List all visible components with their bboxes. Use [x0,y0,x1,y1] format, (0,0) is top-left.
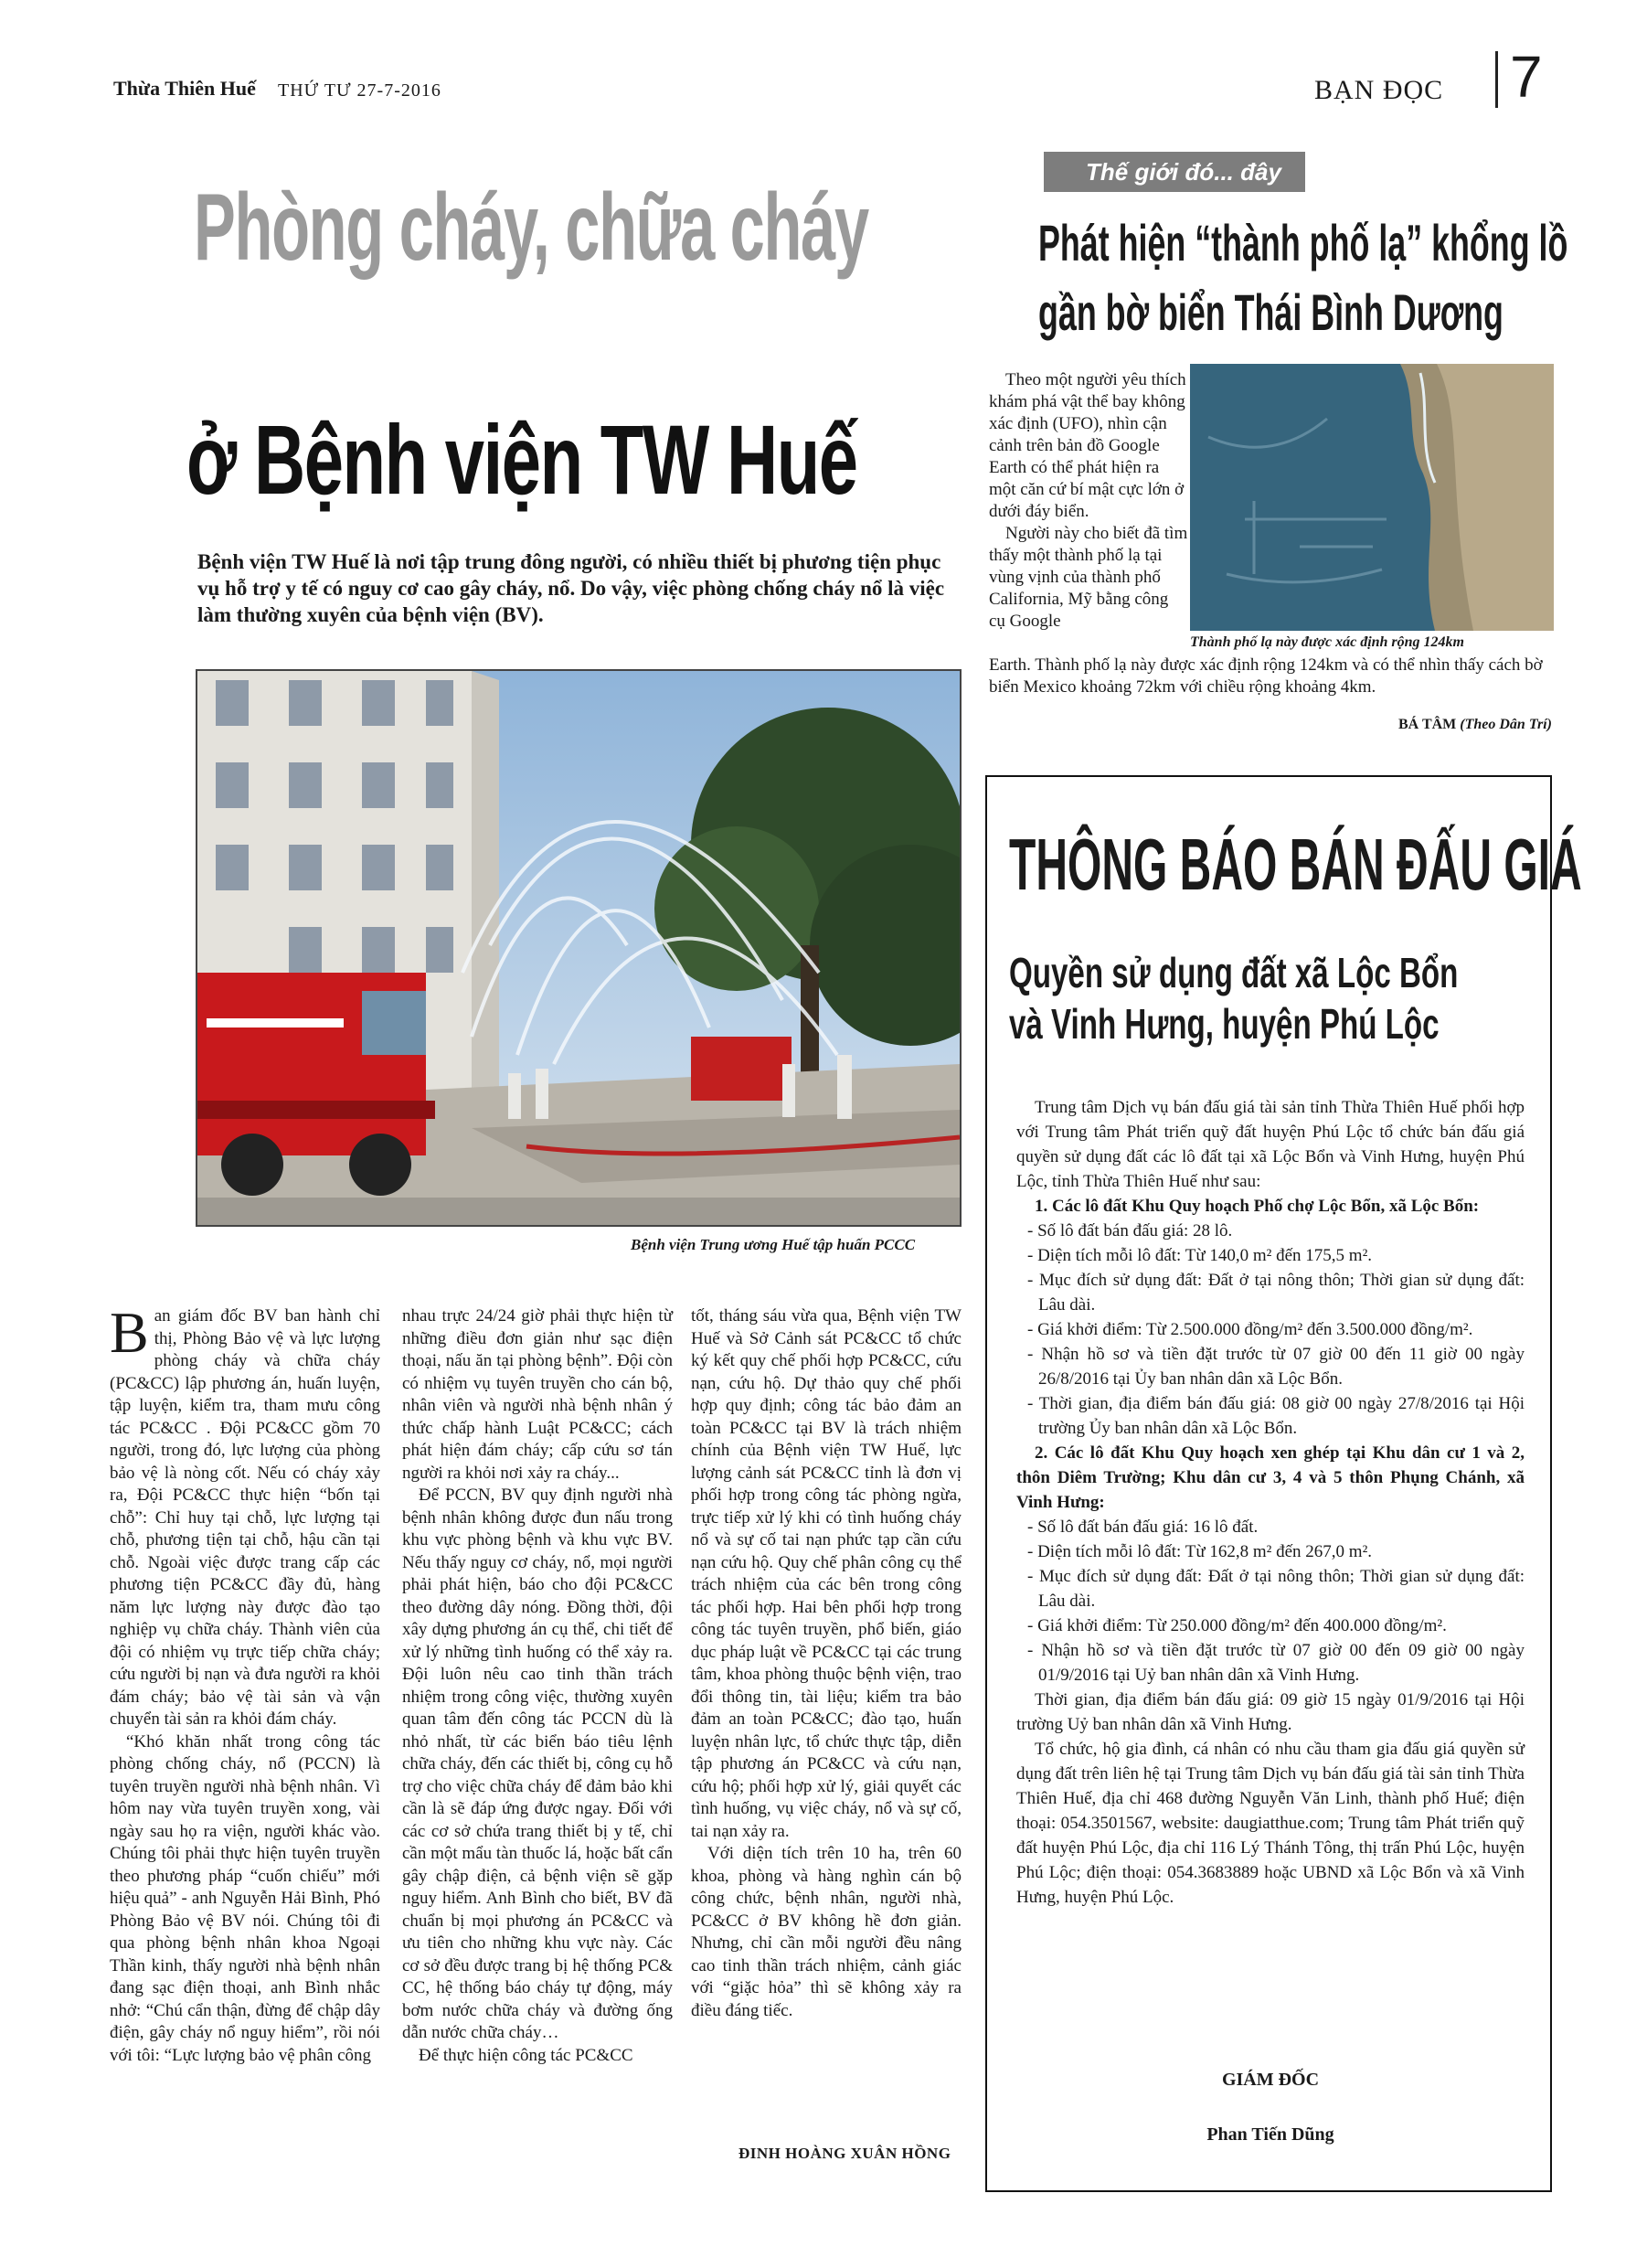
world-text-continued: Earth. Thành phố lạ này được xác định rộng 124km và có thể nhìn thấy cách bờ biển Mexico khoảng 72km với chiều rộng khoảng 4km. [989,655,1543,697]
paragraph: Người này cho biết đã tìm thấy một thành phố lạ tại vùng vịnh của thành phố California, Mỹ bằng công cụ Google [989,524,1188,631]
paragraph: an giám đốc BV ban hành chỉ thị, Phòng Bảo vệ và lực lượng phòng cháy và chữa cháy (PC&CC) lập phương án, huấn luyện, tập luyện, kiểm tra, tham mưu công tác PC&CC . Đội PC&CC gồm 70 người, trong đó, lực lượng của phòng bảo vệ là nòng cốt. Nếu có cháy xảy ra, Đội PC&CC thực hiện “bốn tại chỗ”: Chỉ huy tại chỗ, lực lượng tại chỗ, phương tiện tại chỗ, hậu cần tại chỗ. Ngoài việc được trang cấp các phương tiện PC&CC đầy đủ, hàng năm lực lượng này được đào tạo nghiệp vụ chữa cháy. Thành viên của đội có nhiệm vụ trực tiếp chữa cháy; cứu người bị nạn và đưa người ra khỏi đám cháy; bảo vệ tài sản và vận chuyển tài sản ra khỏi đám cháy. [110,1306,380,1729]
page-number: 7 [1510,44,1543,110]
list-item: - Số lô đất bán đấu giá: 16 lô đất. [1027,1517,1259,1537]
section-1-title: 1. Các lô đất Khu Quy hoạch Phố chợ Lộc Bổn, xã Lộc Bổn: [1035,1197,1480,1216]
drop-cap: B [110,1300,149,1365]
article-column-3 [691,1305,962,2022]
paragraph: Theo một người yêu thích khám phá vật thể bay không xác định (UFO), nhìn cận cảnh trên bản đồ Google Earth có thể phát hiện ra một căn cứ bí mật cực lớn ở dưới đáy biển. [989,370,1186,521]
section-2-title: 2. Các lô đất Khu Quy hoạch xen ghép tại Khu dân cư 1 và 2, thôn Diêm Trường; Khu dân cư 3, 4 và 5 thôn Phụng Chánh, xã Vinh Hưng: [1016,1443,1525,1512]
notice-subtitle-line2: và Vinh Hưng, huyện Phú Lộc [1009,1000,1440,1048]
main-lead: Bệnh viện TW Huế là nơi tập trung đông người, có nhiều thiết bị phương tiện phục vụ hỗ trợ y tế có nguy cơ cao gây cháy, nổ. Do vậy, việc phòng chống cháy nổ là việc làm thường xuyên của bệnh viện (BV). [197,550,945,626]
world-text-column [989,369,1188,633]
list-item: - Giá khởi điểm: Từ 2.500.000 đồng/m² đến 3.500.000 đồng/m². [1027,1320,1473,1339]
list-item: - Nhận hồ sơ và tiền đặt trước từ 07 giờ 00 đến 09 giờ 00 ngày 01/9/2016 tại Uỷ ban nhân dân xã Vinh Hưng. [1027,1641,1525,1685]
world-byline-name: BÁ TÂM [1398,717,1457,732]
satellite-map-illustration [1190,364,1554,631]
notice-subtitle-line1: Quyền sử dụng đất xã Lộc Bổn [1009,949,1459,996]
header-divider [1495,51,1498,108]
photo-caption: Bệnh viện Trung ương Huế tập huấn PCCC [631,1236,916,1253]
list-item: - Thời gian, địa điểm bán đấu giá: 08 giờ 00 ngày 27/8/2016 tại Hội trường Ủy ban nhân dân xã Lộc Bổn. [1027,1394,1525,1438]
paragraph: “Khó khăn nhất trong công tác phòng chống cháy, nổ (PCCN) là tuyên truyền người nhà bệnh nhân. Vì hôm nay vừa tuyên truyền xong, vài ngày sau họ ra viện, người khác vào. Chúng tôi phải thực hiện tuyên truyền theo phương pháp “cuốn chiếu” mới hiệu quả” - anh Nguyễn Hải Bình, Phó Phòng Bảo vệ BV nói. Chúng tôi đi qua phòng bệnh nhân khoa Ngoại Thần kinh, thấy người nhà bệnh nhân đang sạc điện thoại, anh Bình nhắc nhở: “Chú cẩn thận, đừng để chập dây điện, gây cháy nổ nguy hiểm”, rồi nói với tôi: “Lực lượng bảo vệ phân công [110,1731,380,2065]
newspaper-name: Thừa Thiên Huế [113,77,256,100]
notice-intro: Trung tâm Dịch vụ bán đấu giá tài sản tỉnh Thừa Thiên Huế phối hợp với Trung tâm Phát triển quỹ đất huyện Phú Lộc tổ chức bán đấu giá quyền sử dụng đất các lô đất tại xã Lộc Bổn và Vinh Hưng, huyện Phú Lộc, tỉnh Thừa Thiên Huế như sau: [1016,1098,1525,1191]
list-item: - Diện tích mỗi lô đất: Từ 140,0 m² đến 175,5 m². [1027,1246,1373,1265]
article-column-2 [402,1305,673,2067]
signature-name: Phan Tiến Dũng [1206,2124,1334,2145]
notice-subtitle [1009,947,1458,1049]
map-caption: Thành phố lạ này được xác định rộng 124km [1190,634,1464,650]
paragraph: tốt, tháng sáu vừa qua, Bệnh viện TW Huế và Sở Cảnh sát PC&CC tổ chức ký kết quy chế phối hợp PC&CC, cứu nạn, cứu hộ. Dự thảo quy chế phối hợp quy định; công tác bảo đảm an toàn PC&CC tại BV là trách nhiệm chính của Bệnh viện TW Huế, lực lượng cảnh sát PC&CC tỉnh là đơn vị phối hợp trong công tác phòng ngừa, trực tiếp xử lý khi có tình huống cháy nổ và sự cố tai nạn phức tạp cần cứu nạn cứu hộ. Quy chế phân công cụ thể trách nhiệm của các bên trong công tác phối hợp. Hai bên phối hợp trong công tác tuyên truyền, phổ biến, giáo dục pháp luật về PC&CC tại các trung tâm, khoa phòng thuộc bệnh viện, trao đổi thông tin, tài liệu; kiểm tra bảo đảm an toàn PC&CC; đào tạo, huấn luyện nhân lực, tổ chức thực tập, diễn tập phương án PC&CC và cứu nạn, cứu hộ; phối hợp xử lý, giải quyết các tình huống, vụ việc cháy, nổ và sự cố, tai nạn xảy ra. [691,1306,962,1841]
world-byline [989,717,1552,733]
notice-contact: Tổ chức, hộ gia đình, cá nhân có nhu cầu tham gia đấu giá quyền sử dụng đất trên liên hệ tại Trung tâm Dịch vụ bán đấu giá tài sản tỉnh Thừa Thiên Huế, địa chỉ 468 đường Nguyễn Văn Linh, thành phố Huế; điện thoại: 054.3501567, website: daugiatthue.com; Trung tâm Phát triển quỹ đất huyện Phú Lộc, địa chỉ 116 Lý Thánh Tông, thị trấn Phú Lộc, huyện Phú Lộc; điện thoại: 054.3683889 hoặc UBND xã Lộc Bổn và xã Vinh Hưng, huyện Phú Lộc. [1016,1740,1525,1907]
paragraph: nhau trực 24/24 giờ phải thực hiện từ những điều đơn giản như sạc điện thoại, nấu ăn tại phòng bệnh”. Đội còn có nhiệm vụ tuyên truyền cho cán bộ, nhân viên và người nhà bệnh nhân ý thức chấp hành Luật PC&CC; cách phát hiện đám cháy; cấp cứu sơ tán người ra khỏi nơi xảy ra cháy... [402,1306,673,1483]
section-2-time: Thời gian, địa điểm bán đấu giá: 09 giờ 15 ngày 01/9/2016 tại Hội trường Uỷ ban nhân dân xã Vinh Hưng. [1016,1690,1525,1734]
paragraph: Để PCCN, BV quy định người nhà bệnh nhân không được đun nấu trong khu vực phòng bệnh và khu vực BV. Nếu thấy nguy cơ cháy, nổ, mọi người phải phát hiện, báo cho đội PC&CC theo đường dây nóng. Đồng thời, đội xây dựng phương án cụ thể, chi tiết để xử lý những tình huống có thể xảy ra. Đội luôn nêu cao tinh thần trách nhiệm trong công việc, thường xuyên quan tâm đến công tác PCCN dù là nhỏ nhất, từ các biển báo tiêu lệnh chữa cháy, đến các thiết bị, công cụ hỗ trợ cho việc chữa cháy để đảm bảo khi cần là sẽ đáp ứng được ngay. Đối với các cơ sở chứa trang thiết bị y tế, chỉ cần một mẩu tàn thuốc lá, hoặc bất cẩn gây chập điện, cả bệnh viện sẽ gặp nguy hiểm. Anh Bình cho biết, BV đã chuẩn bị mọi phương án PC&CC và ưu tiên cho những khu vực này. Các cơ sở đều được trang bị hệ thống PC& CC, hệ thống báo cháy tự động, máy bơm nước chữa cháy và đường ống dẫn nước chữa cháy… [402,1485,673,2042]
world-title-line1: Phát hiện “thành phố lạ” khổng lồ [1038,214,1568,272]
notice-body [1016,1095,1525,1910]
main-title-line2: ở Bệnh viện TW Huế [186,404,857,515]
satellite-map-image [1190,364,1554,631]
world-byline-source: (Theo Dân Trí) [1460,717,1552,732]
list-item: - Mục đích sử dụng đất: Đất ở tại nông thôn; Thời gian sử dụng đất: Lâu dài. [1027,1271,1525,1315]
list-item: - Nhận hồ sơ và tiền đặt trước từ 07 giờ 00 đến 11 giờ 00 ngày 26/8/2016 tại Ủy ban nhân dân xã Lộc Bổn. [1027,1345,1525,1389]
issue-date: THỨ TƯ 27-7-2016 [278,80,441,101]
main-byline: ĐINH HOÀNG XUÂN HỒNG [738,2145,951,2162]
main-title-line1: Phòng cháy, chữa cháy [194,175,868,281]
fire-drill-photo [196,669,962,1227]
section-tag: Thế giới đó... đây [1044,152,1305,192]
list-item: - Số lô đất bán đấu giá: 28 lô. [1027,1221,1233,1240]
paragraph: Để thực hiện công tác PC&CC [419,2045,633,2065]
world-title [1038,208,1567,347]
signature-title: GIÁM ĐỐC [1221,2070,1320,2090]
fire-drill-illustration [197,671,960,1225]
notice-title: THÔNG BÁO BÁN ĐẤU GIÁ [1009,824,1582,905]
section-name: BẠN ĐỌC [1314,75,1444,105]
list-item: - Giá khởi điểm: Từ 250.000 đồng/m² đến 400.000 đồng/m². [1027,1616,1447,1635]
world-title-line2: gần bờ biển Thái Bình Dương [1038,283,1504,341]
list-item: - Mục đích sử dụng đất: Đất ở tại nông thôn; Thời gian sử dụng đất: Lâu dài. [1027,1567,1525,1611]
paragraph: Với diện tích trên 10 ha, trên 60 khoa, phòng và hàng nghìn cán bộ công chức, bệnh nhân, người nhà, PC&CC ở BV không hề đơn giản. Nhưng, chỉ cần mỗi người đều nâng cao tinh thần trách nhiệm, cảnh giác với “giặc hỏa” thì sẽ không xảy ra điều đáng tiếc. [691,1844,962,2020]
list-item: - Diện tích mỗi lô đất: Từ 162,8 m² đến 267,0 m². [1027,1542,1373,1561]
article-column-1 [110,1300,380,2067]
